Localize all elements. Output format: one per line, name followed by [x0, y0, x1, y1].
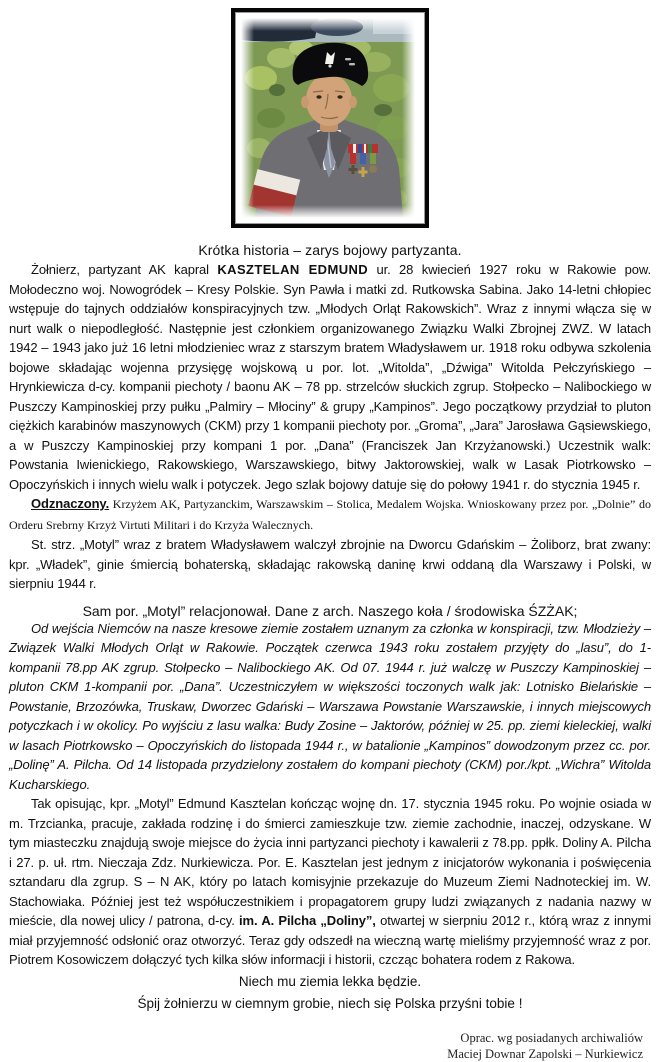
- document-title: Krótka historia – zarys bojowy partyzanta.: [198, 242, 462, 258]
- portrait-block: [231, 8, 429, 228]
- biography-paragraph: [9, 260, 651, 494]
- brother-paragraph: St. strz. „Motyl” wraz z bratem Władysławem walczył zbrojnie na Dworcu Gdańskim – Żoliborz, brat zwany: kpr. „Władek”, ginie śmiercią bohaterską, składając rakowską daninę krwi oddaną dla Warszawy i Polski, w sierpniu 1944 r.: [9, 537, 651, 591]
- closing-line-2: Śpij żołnierzu w ciemnym grobie, niech się Polska przyśni tobie !: [137, 995, 523, 1011]
- ear-left: [301, 96, 309, 108]
- bio-text-lead: Żołnierz, partyzant AK kapral: [31, 262, 218, 277]
- photo-inner-mat: [235, 12, 425, 224]
- relation-heading: Sam por. „Motyl” relacjonował. Dane z arch. Naszego koła / środowiska ŚZŻAK;: [82, 602, 578, 619]
- bio-text-rest: ur. 28 kwiecień 1927 roku w Rakowie pow. Mołodeczno woj. Nowogródek – Kresy Polskie. Syn Pawła i matki zd. Rutkowska Sabina. Jako 14-letni chłopiec wstępuje do tajnych oddziałów konspiracyjnych tzw. „Młodych Orląt Rakowskich”. Wraz z innymi włącza się w nurt walk o niepodległość. Następnie jest członkiem organizowanego Związku Walki Zbrojnej ZWZ. W latach 1942 – 1943 jako już 16 letni młodzieniec wraz z starszym bratem Władysławem ur. 1918 roku odbywa szkolenia bojowe składając wojenna przysięgę wojskową u por. lot. „Witolda”, „Dźwiga” Witolda Pełczyńskiego – Hrynkiewicza d-cy. kompanii piechoty / baonu AK – 78 pp. strzelców słuckich zgrup. Stołpecko – Nalibockiego w Puszczy Kampinoskiej przy pułku „Palmiry – Młociny” & grupy „Kampinos”. Jego początkowy przydział to pluton ciężkich karabinów maszynowych (CKM) przy 1 kompanii piechoty por. „Groma”, „Jara” Jarosława Gąsiewskiego, a w Puszczy Kampinoskiej przy kompani 1 por. „Dana” (Franciszek Jan Krzyżanowski.) Uczestnik walk: Powstania Iwienickiego, Rakowskiego, Warszawskiego, bitwy Jaktorowskiej, walk w Lasak Piotrkowsko – Opoczyńskich i innych wielu walk i potyczek. Jego szlak bojowy datuje się do połowy 1941 r. do stycznia 1945 r.: [9, 262, 651, 492]
- decorations-paragraph: [9, 494, 651, 535]
- credits-source: Oprac. wg posiadanych archiwaliów: [460, 1030, 643, 1045]
- eye-left: [316, 95, 321, 98]
- medal-disc: [369, 165, 377, 173]
- veteran-photo: [241, 18, 415, 218]
- photo-frame: [231, 8, 429, 228]
- street-name: im. A. Pilcha „Doliny”,: [239, 913, 376, 928]
- epilogue-lead: Tak opisując, kpr. „Motyl” Edmund Kasztelan kończąc wojnę dn. 17. stycznia 1945 roku. Po wojnie osiada w m. Trzcianka, pracuje, zakłada rodzinę i do śmierci zamieszkuje tzw. ziemie zachodnie, inaczej, odzyskane. W tym miasteczku znajdują swoje miejsce do życia inni partyzanci piechoty i kawalerii z 78.pp. ppłk. Doliny A. Pilcha i 27. p. uł. rtm. Nieczaja Zdz. Nurkiewicza. Por. E. Kasztelan jest jednym z inicjatorów wykonania i poświęcenia sztandaru dla zgrup. S – N AK, który po latach komisyjnie przekazuje do Muzeum Ziemi Nadnoteckiej im. W. Stachowiaka. Później jest też współuczestnikiem i propagatorem grupy ludzi związanych z nadania nazwy w mieście, dla nowej ulicy / patrona, d-cy.: [9, 796, 651, 928]
- credits-author: Maciej Downar Zapolski – Nurkiewicz: [447, 1046, 643, 1061]
- decorated-label: Odznaczony.: [31, 496, 110, 511]
- epilogue-rest: otwartej w sierpniu 2012 r., którą wraz z innymi miał przyjemność odsłonić oraz otworzyć. Teraz gdy odszedł na wieczną wartę mieliśmy przyjemność wraz z por. Piotrem Kosowiczem dołączyć tych kilka słów informacji i historii, czcząc bohatera rodem z Rakowa.: [9, 913, 652, 967]
- relation-paragraph: Od wejścia Niemców na nasze kresowe ziemie zostałem uznanym za członka w konspiracji, tzw. Młodzieży – Związek Walki Młodych Orląt w Rakowie. Początek czerwca 1943 roku zostałem przyjęty do „lasu”, do 1-kompanii 78.pp AK zgrup. Stołpecko – Nalibockiego AK. Od 07. 1944 r. już walczę w Puszczy Kampinoskiej – pluton CKM 1-kompanii por. „Dana”. Uczestniczyłem w większości toczonych walk jak: Lotnisko Bielańskie – Powstanie, Brzozówka, Truskaw, Dworzec Gdański – Warszawa Powstanie Warszawskie, i innych miejscowych potyczkach i w okolicy. Po wyjściu z lasu walka: Budy Zosine – Jaktorów, później w 25. pp. ziemi kieleckiej, walki w lasach Piotrkowsko – Opoczyńskich do listopada 1944 r., w batalionie „Kampinos” dowodzonym przez cc. por. „Dolinę” A. Pilcha. Od 14 listopada przydzielony zostałem do kompani piechoty (CKM) por./kpt. „Wichra” Witolda Kucharskiego.: [9, 620, 651, 792]
- soldier-name: KASZTELAN EDMUND: [217, 262, 369, 277]
- medals: [348, 144, 378, 177]
- eye-right: [337, 95, 342, 98]
- closing-line-1: Niech mu ziemia lekka będzie.: [238, 973, 422, 989]
- epilogue-paragraph: [9, 794, 651, 970]
- decorations-list: Krzyżem AK, Partyzanckim, Warszawskim – Stolica, Medalem Wojska. Wnioskowany przez por. „Dolnie” do Orderu Srebrny Krzyż Virtuti Militari i do Krzyża Walecznych.: [9, 497, 651, 532]
- ear-right: [349, 96, 357, 108]
